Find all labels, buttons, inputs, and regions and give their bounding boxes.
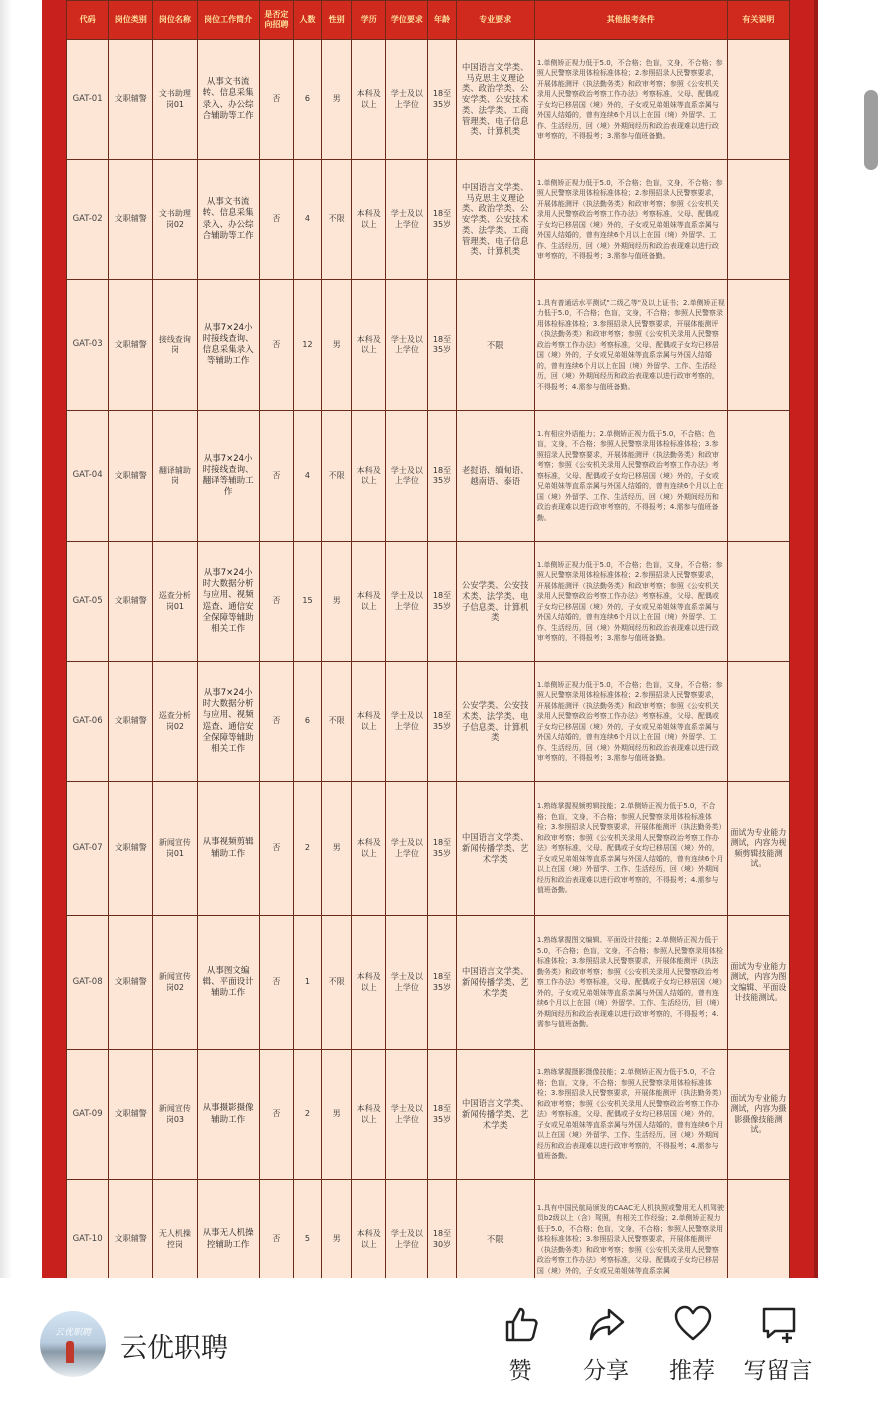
row-degree: 学士及以上学位 [386, 280, 428, 411]
row-note [727, 411, 789, 542]
row-category: 文职辅警 [109, 782, 153, 916]
row-education: 本科及以上 [352, 280, 386, 411]
row-directed: 否 [259, 411, 293, 542]
row-code: GAT-03 [67, 280, 109, 411]
row-age: 18至35岁 [428, 411, 456, 542]
row-major: 公安学类、公安技术类、法学类、电子信息类、计算机类 [456, 542, 534, 662]
table-row [67, 782, 790, 916]
header-name: 岗位名称 [153, 1, 197, 40]
row-name: 新闻宣传岗02 [153, 916, 197, 1050]
row-degree: 学士及以上学位 [386, 411, 428, 542]
row-name: 接线查询岗 [153, 280, 197, 411]
heart-icon [673, 1304, 713, 1344]
share-label: 分享 [583, 1358, 629, 1384]
row-other: 1.单侧矫正视力低于5.0，不合格；色盲，文身，不合格；参照人民警察录用体检标准体检；2.参照招录人民警察要求，开展体能测评（执法勤务类）和政审考察；参照《公安机关录用人民警察政治考察工作办法》考察标准，父母、配偶或子女均已移居国（境）外的，子女或兄弟姐妹等直系亲属与外国人结婚的，曾有连续6个月以上在国（境）外留学、工作、生活经历，回（境）外期间经历和政治表现难以进行政审考察的，不得报考；3.需参与值班备勤。 [534, 542, 727, 662]
row-note [727, 160, 789, 280]
row-note: 面试为专业能力测试，内容为摄影摄像技能测试。 [727, 1050, 789, 1180]
recommend-label: 推荐 [669, 1358, 715, 1384]
row-degree: 学士及以上学位 [386, 40, 428, 160]
row-education: 本科及以上 [352, 782, 386, 916]
row-name: 巡查分析岗02 [153, 662, 197, 782]
row-count: 15 [293, 542, 321, 662]
row-degree: 学士及以上学位 [386, 1050, 428, 1180]
row-directed: 否 [259, 1050, 293, 1180]
header-count: 人数 [293, 1, 321, 40]
row-directed: 否 [259, 662, 293, 782]
row-code: GAT-09 [67, 1050, 109, 1180]
row-gender: 不限 [322, 411, 352, 542]
row-age: 18至35岁 [428, 916, 456, 1050]
row-count: 12 [293, 280, 321, 411]
scrollbar-thumb[interactable] [864, 90, 878, 170]
table-row [67, 662, 790, 782]
row-gender: 男 [322, 542, 352, 662]
row-major: 中国语言文学类、马克思主义理论类、政治学类、公安学类、公安技术类、法学类、工商管理类、电子信息类、计算机类 [456, 40, 534, 160]
avatar-figure [66, 1341, 74, 1363]
row-code: GAT-01 [67, 40, 109, 160]
header-code: 代码 [67, 1, 109, 40]
row-count: 2 [293, 1050, 321, 1180]
row-education: 本科及以上 [352, 160, 386, 280]
row-directed: 否 [259, 280, 293, 411]
table-row [67, 411, 790, 542]
comment-button[interactable] [733, 1300, 823, 1390]
row-code: GAT-08 [67, 916, 109, 1050]
table-row [67, 160, 790, 280]
header-degree: 学位要求 [386, 1, 428, 40]
row-other: 1.有相应外语能力；2.单侧矫正视力低于5.0，不合格；色盲，文身，不合格；参照人民警察录用体检标准体检；3.参照招录人民警察要求，开展体能测评（执法勤务类）和政审考察；参照《公安机关录用人民警察政治考察工作办法》考察标准，父母、配偶或子女均已移居国（境）外的，子女或兄弟姐妹等直系亲属与外国人结婚的，曾有连续6个月以上在国（境）外留学、工作、生活经历，回（境）外期间经历和政治表现难以进行政审考察的，不得报考；4.需参与值班备勤。 [534, 411, 727, 542]
row-code: GAT-10 [67, 1180, 109, 1300]
row-education: 本科及以上 [352, 1180, 386, 1300]
thumbs-up-icon [501, 1304, 541, 1344]
row-major: 中国语言文学类、马克思主义理论类、政治学类、公安学类、公安技术类、法学类、工商管理类、电子信息类、计算机类 [456, 160, 534, 280]
avatar-logo-text: 云优职聘 [54, 1328, 91, 1338]
row-directed: 否 [259, 160, 293, 280]
row-education: 本科及以上 [352, 662, 386, 782]
recommend-button[interactable] [647, 1300, 737, 1390]
row-intro: 从事摄影摄像辅助工作 [197, 1050, 259, 1180]
row-note [727, 40, 789, 160]
row-note [727, 280, 789, 411]
comment-label: 写留言 [743, 1358, 813, 1384]
row-other: 1.单侧矫正视力低于5.0，不合格；色盲，文身，不合格；参照人民警察录用体检标准体检；2.参照招录人民警察要求，开展体能测评（执法勤务类）和政审考察；参照《公安机关录用人民警察政治考察工作办法》考察标准，父母、配偶或子女均已移居国（境）外的，子女或兄弟姐妹等直系亲属与外国人结婚的，曾有连续6个月以上在国（境）外留学、工作、生活经历，回（境）外期间经历和政治表现难以进行政审考察的，不得报考；3.需参与值班备勤。 [534, 40, 727, 160]
row-category: 文职辅警 [109, 916, 153, 1050]
row-major: 中国语言文学类、新闻传播学类、艺术学类 [456, 782, 534, 916]
row-intro: 从事文书流转、信息采集录入、办公综合辅助等工作 [197, 40, 259, 160]
row-category: 文职辅警 [109, 1050, 153, 1180]
row-directed: 否 [259, 782, 293, 916]
row-category: 文职辅警 [109, 40, 153, 160]
row-directed: 否 [259, 542, 293, 662]
row-category: 文职辅警 [109, 1180, 153, 1300]
table-row [67, 542, 790, 662]
like-label: 赞 [508, 1358, 532, 1384]
table-row [67, 916, 790, 1050]
row-intro: 从事无人机操控辅助工作 [197, 1180, 259, 1300]
row-name: 新闻宣传岗01 [153, 782, 197, 916]
row-major: 不限 [456, 1180, 534, 1300]
row-category: 文职辅警 [109, 662, 153, 782]
row-count: 2 [293, 782, 321, 916]
row-age: 18至35岁 [428, 662, 456, 782]
table-header-row [67, 1, 790, 40]
row-count: 6 [293, 40, 321, 160]
recruitment-table [66, 0, 790, 1300]
page-edge-shadow [0, 0, 12, 1300]
row-intro: 从事7×24小时大数据分析与应用、视频巡查、通信安全保障等辅助相关工作 [197, 542, 259, 662]
row-category: 文职辅警 [109, 542, 153, 662]
row-degree: 学士及以上学位 [386, 1180, 428, 1300]
row-age: 18至35岁 [428, 1050, 456, 1180]
row-gender: 男 [322, 40, 352, 160]
row-age: 18至35岁 [428, 782, 456, 916]
row-count: 6 [293, 662, 321, 782]
header-education: 学历 [352, 1, 386, 40]
like-button[interactable] [475, 1300, 565, 1390]
row-degree: 学士及以上学位 [386, 782, 428, 916]
row-code: GAT-06 [67, 662, 109, 782]
row-gender: 男 [322, 1180, 352, 1300]
row-name: 文书助理岗01 [153, 40, 197, 160]
row-code: GAT-04 [67, 411, 109, 542]
account-avatar[interactable] [40, 1311, 106, 1377]
row-education: 本科及以上 [352, 916, 386, 1050]
row-category: 文职辅警 [109, 411, 153, 542]
row-directed: 否 [259, 916, 293, 1050]
row-directed: 否 [259, 1180, 293, 1300]
share-arrow-icon [587, 1304, 627, 1344]
row-other: 1.具有普通话水平测试"二级乙等"及以上证书；2.单侧矫正视力低于5.0，不合格；色盲，文身，不合格；参照人民警察录用体检标准体检；3.参照招录人民警察要求，开展体能测评（执法勤务类）和政审考察；参照《公安机关录用人民警察政治考察工作办法》考察标准，父母、配偶或子女均已移居国（境）外的，子女或兄弟姐妹等直系亲属与外国人结婚的，曾有连续6个月以上在国（境）外留学、工作、生活经历，回（境）外期间经历和政治表现难以进行政审考察的，不得报考；4.需参与值班备勤。 [534, 280, 727, 411]
header-note: 有关说明 [727, 1, 789, 40]
table-row [67, 1050, 790, 1180]
row-code: GAT-02 [67, 160, 109, 280]
row-note [727, 542, 789, 662]
table-row [67, 280, 790, 411]
row-education: 本科及以上 [352, 542, 386, 662]
row-name: 文书助理岗02 [153, 160, 197, 280]
row-name: 无人机操控岗 [153, 1180, 197, 1300]
share-button[interactable] [561, 1300, 651, 1390]
row-age: 18至35岁 [428, 160, 456, 280]
row-degree: 学士及以上学位 [386, 916, 428, 1050]
header-other: 其他报考条件 [534, 1, 727, 40]
table-row [67, 40, 790, 160]
row-count: 1 [293, 916, 321, 1050]
row-code: GAT-07 [67, 782, 109, 916]
row-name: 新闻宣传岗03 [153, 1050, 197, 1180]
account-name[interactable]: 云优职聘 [120, 1333, 228, 1364]
row-gender: 不限 [322, 916, 352, 1050]
row-other: 1.熟练掌握图文编辑、平面设计技能；2.单侧矫正视力低于5.0，不合格；色盲，文身，不合格；参照人民警察录用体检标准体检；3.参照招录人民警察要求，开展体能测评（执法勤务类）和政审考察；参照《公安机关录用人民警察政治考察工作办法》考察标准，父母、配偶或子女均已移居国（境）外的，子女或兄弟姐妹等直系亲属与外国人结婚的，曾有连续6个月以上在国（境）外留学、工作、生活经历，回（境）外期间经历和政治表现难以进行政审考察的，不得报考；4.需参与值班备勤。 [534, 916, 727, 1050]
row-gender: 不限 [322, 160, 352, 280]
row-other: 1.熟练掌握视频剪辑技能；2.单侧矫正视力低于5.0，不合格；色盲，文身，不合格；参照人民警察录用体检标准体检；3.参照招录人民警察要求，开展体能测评（执法勤务类）和政审考察；参照《公安机关录用人民警察政治考察工作办法》考察标准，父母、配偶或子女均已移居国（境）外的，子女或兄弟姐妹等直系亲属与外国人结婚的，曾有连续6个月以上在国（境）外留学、工作、生活经历，回（境）外期间经历和政治表现难以进行政审考察的，不得报考；4.需参与值班备勤。 [534, 782, 727, 916]
row-count: 5 [293, 1180, 321, 1300]
row-other: 1.单侧矫正视力低于5.0，不合格；色盲，文身，不合格；参照人民警察录用体检标准体检；2.参照招录人民警察要求，开展体能测评（执法勤务类）和政审考察；参照《公安机关录用人民警察政治考察工作办法》考察标准，父母、配偶或子女均已移居国（境）外的，子女或兄弟姐妹等直系亲属与外国人结婚的，曾有连续6个月以上在国（境）外留学、工作、生活经历，回（境）外期间经历和政治表现难以进行政审考察的，不得报考；3.需参与值班备勤。 [534, 662, 727, 782]
row-education: 本科及以上 [352, 411, 386, 542]
row-education: 本科及以上 [352, 40, 386, 160]
row-name: 翻译辅助岗 [153, 411, 197, 542]
header-category: 岗位类别 [109, 1, 153, 40]
row-intro: 从事图文编辑、平面设计辅助工作 [197, 916, 259, 1050]
row-gender: 男 [322, 782, 352, 916]
row-directed: 否 [259, 40, 293, 160]
row-category: 文职辅警 [109, 160, 153, 280]
row-education: 本科及以上 [352, 1050, 386, 1180]
row-category: 文职辅警 [109, 280, 153, 411]
row-major: 老挝语、缅甸语、越南语、泰语 [456, 411, 534, 542]
row-major: 公安学类、公安技术类、法学类、电子信息类、计算机类 [456, 662, 534, 782]
row-note: 面试为专业能力测试，内容为图文编辑、平面设计技能测试。 [727, 916, 789, 1050]
row-age: 18至35岁 [428, 542, 456, 662]
row-degree: 学士及以上学位 [386, 542, 428, 662]
row-degree: 学士及以上学位 [386, 160, 428, 280]
row-intro: 从事文书流转、信息采集录入、办公综合辅助等工作 [197, 160, 259, 280]
row-intro: 从事7×24小时大数据分析与应用、视频巡查、通信安全保障等辅助相关工作 [197, 662, 259, 782]
row-major: 中国语言文学类、新闻传播学类、艺术学类 [456, 916, 534, 1050]
row-intro: 从事视频剪辑辅助工作 [197, 782, 259, 916]
row-note [727, 662, 789, 782]
row-note: 面试为专业能力测试，内容为视频剪辑技能测试。 [727, 782, 789, 916]
row-count: 4 [293, 160, 321, 280]
row-age: 18至35岁 [428, 280, 456, 411]
row-count: 4 [293, 411, 321, 542]
header-major: 专业要求 [456, 1, 534, 40]
row-intro: 从事7×24小时接线查询、翻译等辅助工作 [197, 411, 259, 542]
row-gender: 男 [322, 1050, 352, 1180]
row-other: 1.单侧矫正视力低于5.0，不合格；色盲，文身，不合格；参照人民警察录用体检标准体检；2.参照招录人民警察要求，开展体能测评（执法勤务类）和政审考察；参照《公安机关录用人民警察政治考察工作办法》考察标准，父母、配偶或子女均已移居国（境）外的，子女或兄弟姐妹等直系亲属与外国人结婚的，曾有连续6个月以上在国（境）外留学、工作、生活经历，回（境）外期间经历和政治表现难以进行政审考察的，不得报考；3.需参与值班备勤。 [534, 160, 727, 280]
header-age: 年龄 [428, 1, 456, 40]
comment-plus-icon [759, 1304, 799, 1344]
row-degree: 学士及以上学位 [386, 662, 428, 782]
row-other: 1.熟练掌握摄影摄像技能；2.单侧矫正视力低于5.0，不合格；色盲，文身，不合格；参照人民警察录用体检标准体检；3.参照招录人民警察要求，开展体能测评（执法勤务类）和政审考察；参照《公安机关录用人民警察政治考察工作办法》考察标准，父母、配偶或子女均已移居国（境）外的，子女或兄弟姐妹等直系亲属与外国人结婚的，曾有连续6个月以上在国（境）外留学、工作、生活经历，回（境）外期间经历和政治表现难以进行政审考察的，不得报考；4.需参与值班备勤。 [534, 1050, 727, 1180]
row-age: 18至30岁 [428, 1180, 456, 1300]
row-major: 中国语言文学类、新闻传播学类、艺术学类 [456, 1050, 534, 1180]
row-major: 不限 [456, 280, 534, 411]
header-intro: 岗位工作简介 [197, 1, 259, 40]
row-name: 巡查分析岗01 [153, 542, 197, 662]
row-age: 18至35岁 [428, 40, 456, 160]
header-directed: 是否定向招聘 [259, 1, 293, 40]
header-gender: 性别 [322, 1, 352, 40]
row-intro: 从事7×24小时接线查询、信息采集录入等辅助工作 [197, 280, 259, 411]
row-code: GAT-05 [67, 542, 109, 662]
table-frame-shadow [814, 0, 818, 1278]
row-other: 1.具有中国民航局颁发的CAAC无人机执照或警用无人机驾驶员b2级以上（含）驾照，有相关工作经验；2.单侧矫正视力低于5.0，不合格；色盲，文身，不合格；参照人民警察录用体检标准体检；3.参照招录人民警察要求，开展体能测评（执法勤务类）和政审考察；参照《公安机关录用人民警察政治考察工作办法》考察标准，父母、配偶或子女均已移居国（境）外的，子女或兄弟姐妹等直系亲属 [534, 1180, 727, 1300]
row-gender: 不限 [322, 662, 352, 782]
row-gender: 男 [322, 280, 352, 411]
